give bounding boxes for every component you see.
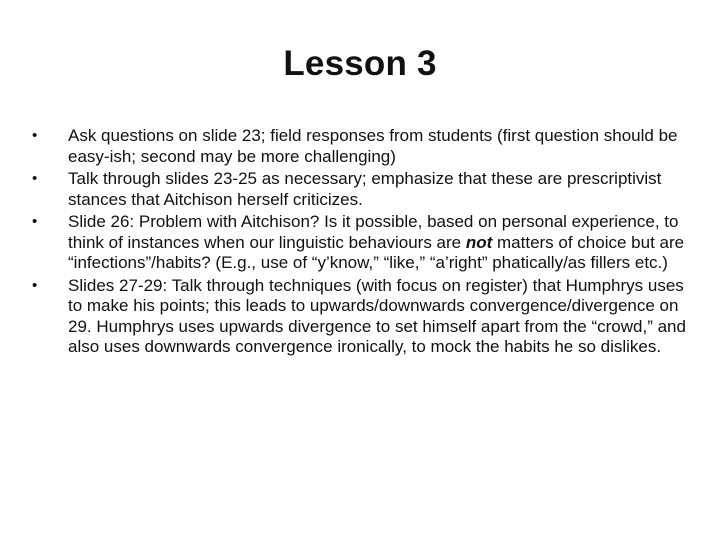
bullet-text: Slides 27-29: Talk through techniques (with focus on register) that Humphrys uses to make his points; this leads to upwards/downwards convergence/divergence on 29. Humphrys uses upwards divergence to set himself apart from the “crowd,” and also uses downwards convergence ironically, to mock the habits he so dislikes. <box>68 275 686 356</box>
bullet-item <box>30 169 695 210</box>
bullet-text: Ask questions on slide 23; field responses from students (first question should be easy-ish; second may be more challenging) <box>68 126 678 166</box>
bullet-dot-icon: • <box>32 127 38 144</box>
bullet-list <box>30 126 695 360</box>
bullet-item <box>30 126 695 167</box>
bullet-text <box>68 212 684 272</box>
bullet-text-after: matters of choice but are “infections”/habits? (E.g., use of “y’know,” “like,” “a’right” phatically/as fillers etc.) <box>68 232 685 272</box>
bullet-text-before: Slide 26: Problem with Aitchison? Is it possible, based on personal experience, to think of instances when our linguistic behaviours are <box>68 212 679 252</box>
bullet-text: Talk through slides 23-25 as necessary; emphasize that these are prescriptivist stances that Aitchison herself criticizes. <box>68 169 662 209</box>
bullet-item <box>30 212 695 274</box>
slide-title: Lesson 3 <box>283 44 437 83</box>
bullet-item <box>30 276 695 358</box>
bullet-dot-icon: • <box>32 213 38 230</box>
bullet-dot-icon: • <box>32 276 38 294</box>
emphasis-not: not <box>465 232 493 252</box>
bullet-dot-icon: • <box>32 170 38 187</box>
